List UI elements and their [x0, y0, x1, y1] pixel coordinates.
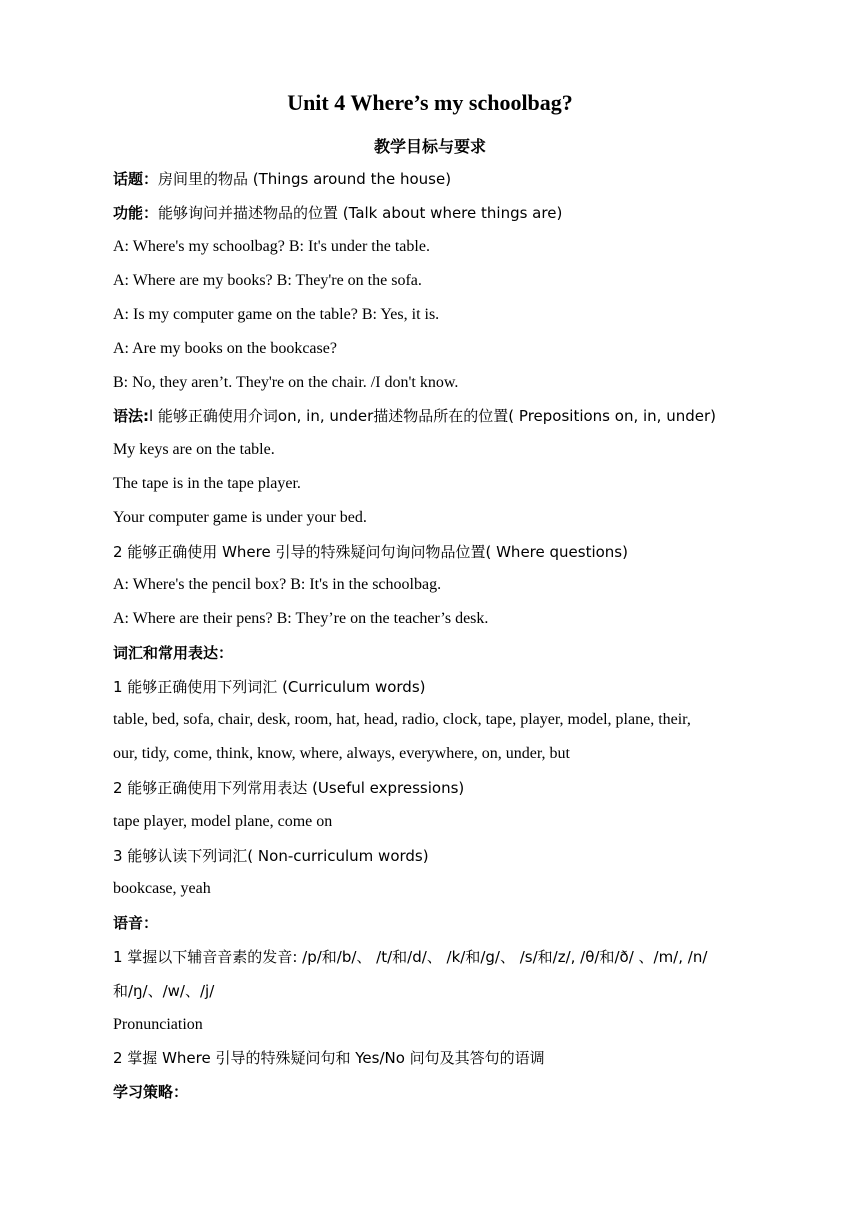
- example-line: A: Where's the pencil box? B: It's in the schoolbag.: [113, 576, 442, 593]
- grammar-line: [113, 405, 753, 428]
- grammar-text: l 能够正确使用介词on, in, under描述物品所在的位置( Prepositions on, in, under): [149, 407, 716, 425]
- topic-line: [113, 168, 753, 191]
- document-subtitle: 教学目标与要求: [373, 137, 486, 156]
- dialogue-line: A: Where's my schoolbag? B: It's under the table.: [113, 238, 430, 255]
- vocab-item-2: 2 能够正确使用下列常用表达 (Useful expressions): [113, 779, 465, 797]
- topic-text: 房间里的物品 (Things around the house): [158, 170, 452, 188]
- noncurriculum-line: bookcase, yeah: [113, 880, 211, 897]
- phonetics-item-2: 2 掌握 Where 引导的特殊疑问句和 Yes/No 问句及其答句的语调: [113, 1049, 545, 1067]
- topic-label: 话题：: [113, 170, 159, 188]
- phonetics-item-1: 1 掌握以下辅音音素的发音: /p/和/b/、 /t/和/d/、 /k/和/g/、 /s/和/z/, /θ/和/ð/ 、/m/, /n/: [113, 948, 708, 966]
- grammar-point-2: 2 能够正确使用 Where 引导的特殊疑问句询问物品位置( Where questions): [113, 543, 628, 561]
- grammar-label: 语法:: [113, 407, 149, 425]
- dialogue-line: A: Where are my books? B: They're on the sofa.: [113, 272, 422, 289]
- document-title: Unit 4 Where’s my schoolbag?: [287, 90, 573, 115]
- vocab-item-1: 1 能够正确使用下列词汇 (Curriculum words): [113, 678, 426, 696]
- example-line: Your computer game is under your bed.: [113, 509, 367, 526]
- phonetics-item-1-cont: 和/ŋ/、/w/、/j/: [113, 982, 215, 1000]
- strategy-heading: 学习策略：: [113, 1083, 189, 1101]
- example-line: A: Where are their pens? B: They’re on the teacher’s desk.: [113, 610, 489, 627]
- example-line: The tape is in the tape player.: [113, 475, 301, 492]
- dialogue-line: A: Is my computer game on the table? B: Yes, it is.: [113, 306, 440, 323]
- vocab-item-3: 3 能够认读下列词汇( Non-curriculum words): [113, 847, 429, 865]
- dialogue-line: B: No, they aren’t. They're on the chair. /I don't know.: [113, 374, 459, 391]
- pronunciation-line: Pronunciation: [113, 1016, 203, 1033]
- phonetics-heading: 语音：: [113, 914, 159, 932]
- dialogue-line: A: Are my books on the bookcase?: [113, 340, 337, 357]
- vocab-words-line: table, bed, sofa, chair, desk, room, hat, head, radio, clock, tape, player, model, plane, their,: [113, 711, 691, 728]
- vocab-heading: 词汇和常用表达：: [113, 644, 234, 662]
- function-label: 功能：: [113, 204, 159, 222]
- function-text: 能够询问并描述物品的位置 (Talk about where things are): [158, 204, 563, 222]
- example-line: My keys are on the table.: [113, 441, 275, 458]
- vocab-words-line: our, tidy, come, think, know, where, always, everywhere, on, under, but: [113, 745, 570, 762]
- expressions-line: tape player, model plane, come on: [113, 813, 333, 830]
- function-line: [113, 202, 753, 225]
